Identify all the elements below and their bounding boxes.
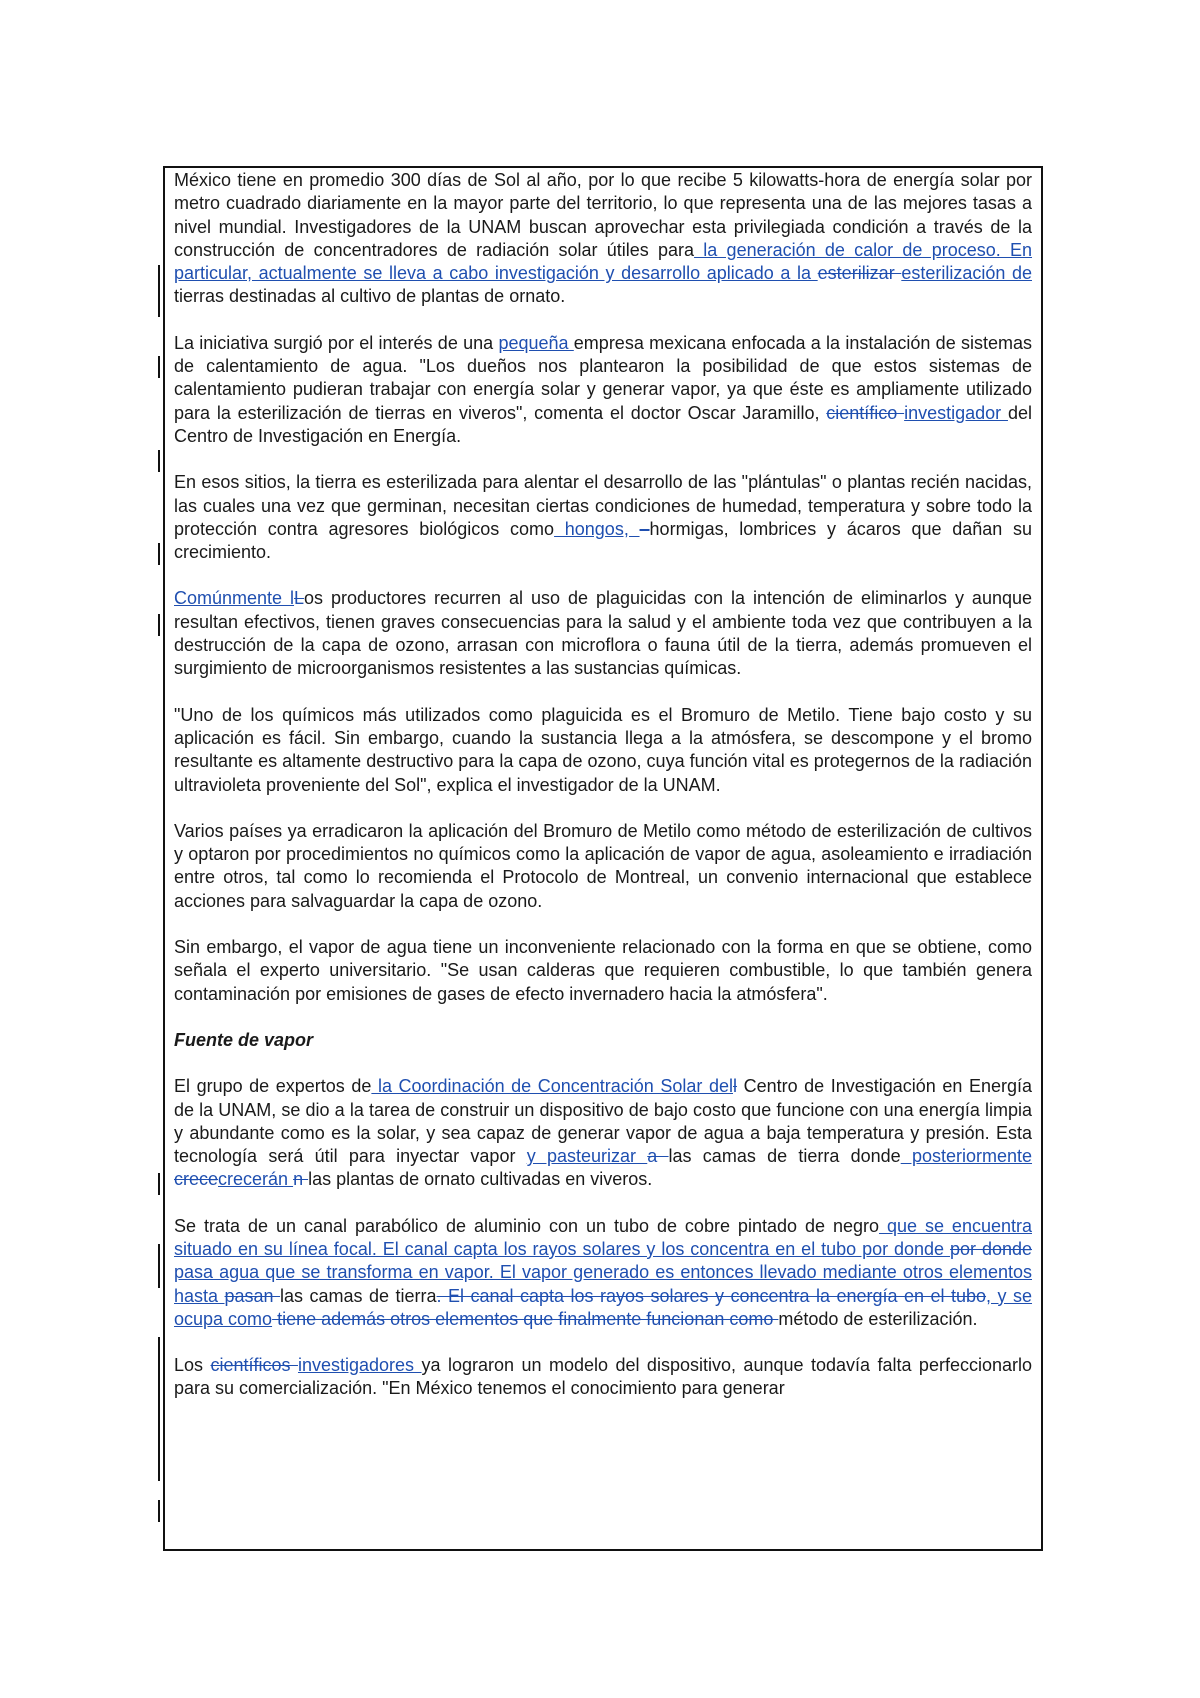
- text-run: os productores recurren al uso de plaguicidas con la intención de eliminarlos y aunque resultan efectivos, tienen graves consecuencias para la salud y el ambiente toda vez que contribuyen a la destrucción de la capa de ozono, arrasan con microflora o fauna útil de la tierra, además promueven el surgimiento de microorganismos resistentes a las sustancias químicas.: [174, 588, 1032, 679]
- tracked-deletion: por donde: [950, 1238, 1032, 1259]
- text-run: Varios países ya erradicaron la aplicación del Bromuro de Metilo como método de esterilización de cultivos y optaron por procedimientos no químicos como la aplicación de vapor de agua, asoleamiento e irradiación entre otros, tal como lo recomienda el Protocolo de Montreal, un convenio internacional que establece acciones para salvaguardar la capa de ozono.: [174, 820, 1032, 911]
- text-run: Sin embargo, el vapor de agua tiene un inconveniente relacionado con la forma en que se obtiene, como señala el experto universitario. "Se usan calderas que requieren combustible, lo que también genera contaminación por emisiones de gases de efecto invernadero hacia la atmósfera".: [174, 937, 1032, 1004]
- paragraph: [174, 1215, 1032, 1331]
- text-run: La iniciativa surgió por el interés de una: [174, 332, 499, 353]
- text-run: El grupo de expertos de: [174, 1076, 372, 1097]
- paragraph: [174, 1075, 1032, 1191]
- tracked-insertion: crecerán: [218, 1169, 294, 1190]
- paragraph: [174, 936, 1032, 1006]
- text-run: En esos sitios, la tierra es esterilizada para alentar el desarrollo de las "plántulas" o plantas recién nacidas, las cuales una vez que germinan, necesitan ciertas condiciones de humedad, temperatura y sobre todo la protección contra agresores biológicos como: [174, 472, 1032, 539]
- tracked-insertion: posteriormente: [900, 1146, 1033, 1167]
- text-run: las camas de tierra donde: [668, 1146, 901, 1167]
- change-bar: [158, 356, 160, 378]
- text-run: método de esterilización.: [778, 1308, 978, 1329]
- paragraph: [174, 471, 1032, 564]
- tracked-insertion: , y se ocupa como: [174, 1285, 1033, 1329]
- change-bar: [158, 1500, 160, 1522]
- text-run: del Centro de Investigación en Energía.: [174, 402, 1032, 446]
- change-bar: [158, 543, 160, 565]
- tracked-deletion: pasan: [224, 1285, 281, 1306]
- tracked-deletion: esterilizar: [817, 263, 902, 284]
- tracked-insertion: Comúnmente l: [174, 588, 295, 609]
- tracked-insertion: la Coordinación de Concentración Solar del: [371, 1076, 733, 1097]
- tracked-deletion: L: [294, 588, 305, 609]
- text-run: hormigas, lombrices y ácaros que dañan su crecimiento.: [174, 518, 1032, 563]
- text-run: las plantas de ornato cultivadas en viveros.: [308, 1169, 653, 1190]
- text-run: Centro de Investigación en Energía de la UNAM, se dio a la tarea de construir un dispositivo de bajo costo que funcione con una energía limpia y abundante como es la solar, y sea capaz de generar vapor de agua a baja temperatura y presión. Esta tecnología será útil para inyectar vapor: [174, 1076, 1033, 1167]
- tracked-insertion: investigador: [904, 402, 1008, 423]
- tracked-deletion: crece: [174, 1169, 219, 1190]
- change-bar: [158, 1337, 160, 1481]
- paragraph: [174, 587, 1032, 680]
- tracked-deletion: científico: [826, 402, 905, 423]
- tracked-deletion: a: [647, 1146, 669, 1167]
- change-bar: [158, 1244, 160, 1288]
- tracked-insertion: que se encuentra situado en su línea focal. El canal capta los rayos solares y los concentra en el tubo por donde: [174, 1215, 1032, 1259]
- text-run: Se trata de un canal parabólico de aluminio con un tubo de cobre pintado de negro: [174, 1215, 879, 1236]
- paragraph: [174, 704, 1032, 797]
- tracked-insertion: y pasteurizar: [526, 1146, 648, 1167]
- tracked-insertion: hongos,: [554, 518, 640, 539]
- paragraph: [174, 332, 1032, 448]
- text-run: empresa mexicana enfocada a la instalación de sistemas de calentamiento de agua. "Los dueños nos plantearon la posibilidad de que estos sistemas de calentamiento pudieran trabajar con energía solar y generar vapor, ya que éste es ampliamente utilizado para la esterilización de tierras en viveros", comenta el doctor Oscar Jaramillo,: [174, 332, 1033, 423]
- text-run: Los: [174, 1355, 211, 1376]
- tracked-insertion: pequeña: [498, 332, 574, 353]
- text-run: ya lograron un modelo del dispositivo, aunque todavía falta perfeccionarlo para su comercialización. "En México tenemos el conocimiento para generar: [174, 1355, 1032, 1399]
- document-text-box: [163, 166, 1043, 1551]
- change-bar: [158, 265, 160, 317]
- tracked-deletion: tiene además otros elementos que finalmente funcionan como: [272, 1308, 779, 1329]
- tracked-deletion: l: [733, 1076, 737, 1097]
- text-run: tierras destinadas al cultivo de plantas de ornato.: [174, 286, 566, 307]
- tracked-deletion: . El canal capta los rayos solares y concentra la energía en el tubo: [436, 1285, 987, 1306]
- text-run: México tiene en promedio 300 días de Sol al año, por lo que recibe 5 kilowatts-hora de energía solar por metro cuadrado diariamente en la mayor parte del territorio, lo que representa una de las mejores tasas a nivel mundial. Investigadores de la UNAM buscan aprovechar esta privilegiada condición a través de la construcción de concentradores de radiación solar útiles para: [174, 170, 1032, 260]
- paragraph: [174, 1354, 1032, 1401]
- text-run: "Uno de los químicos más utilizados como plaguicida es el Bromuro de Metilo. Tiene bajo costo y su aplicación es fácil. Sin embargo, cuando la sustancia llega a la atmósfera, se descompone y el bromo resultante es altamente destructivo para la capa de ozono, cuya función vital es protegernos de la radiación ultravioleta proveniente del Sol", explica el investigador de la UNAM.: [174, 704, 1032, 795]
- paragraph: [174, 169, 1032, 309]
- tracked-insertion: esterilización de: [901, 263, 1032, 284]
- tracked-insertion: la generación de calor de proceso. En particular, actualmente se lleva a cabo investigación y desarrollo aplicado a la: [174, 239, 1033, 284]
- tracked-deletion: n: [293, 1169, 309, 1190]
- change-bar: [158, 614, 160, 636]
- tracked-insertion: investigadores: [297, 1355, 422, 1376]
- text-run: Fuente de vapor: [174, 1029, 314, 1050]
- change-bar: [158, 450, 160, 472]
- tracked-deletion: científicos: [210, 1355, 298, 1376]
- paragraph: [174, 820, 1032, 913]
- tracked-deletion: –: [639, 518, 650, 539]
- section-heading: [174, 1029, 1032, 1052]
- text-run: las camas de tierra: [280, 1285, 437, 1306]
- change-bar: [158, 1173, 160, 1195]
- tracked-insertion: pasa agua que se transforma en vapor. El vapor generado es entonces llevado mediante otros elementos hasta: [174, 1262, 1032, 1306]
